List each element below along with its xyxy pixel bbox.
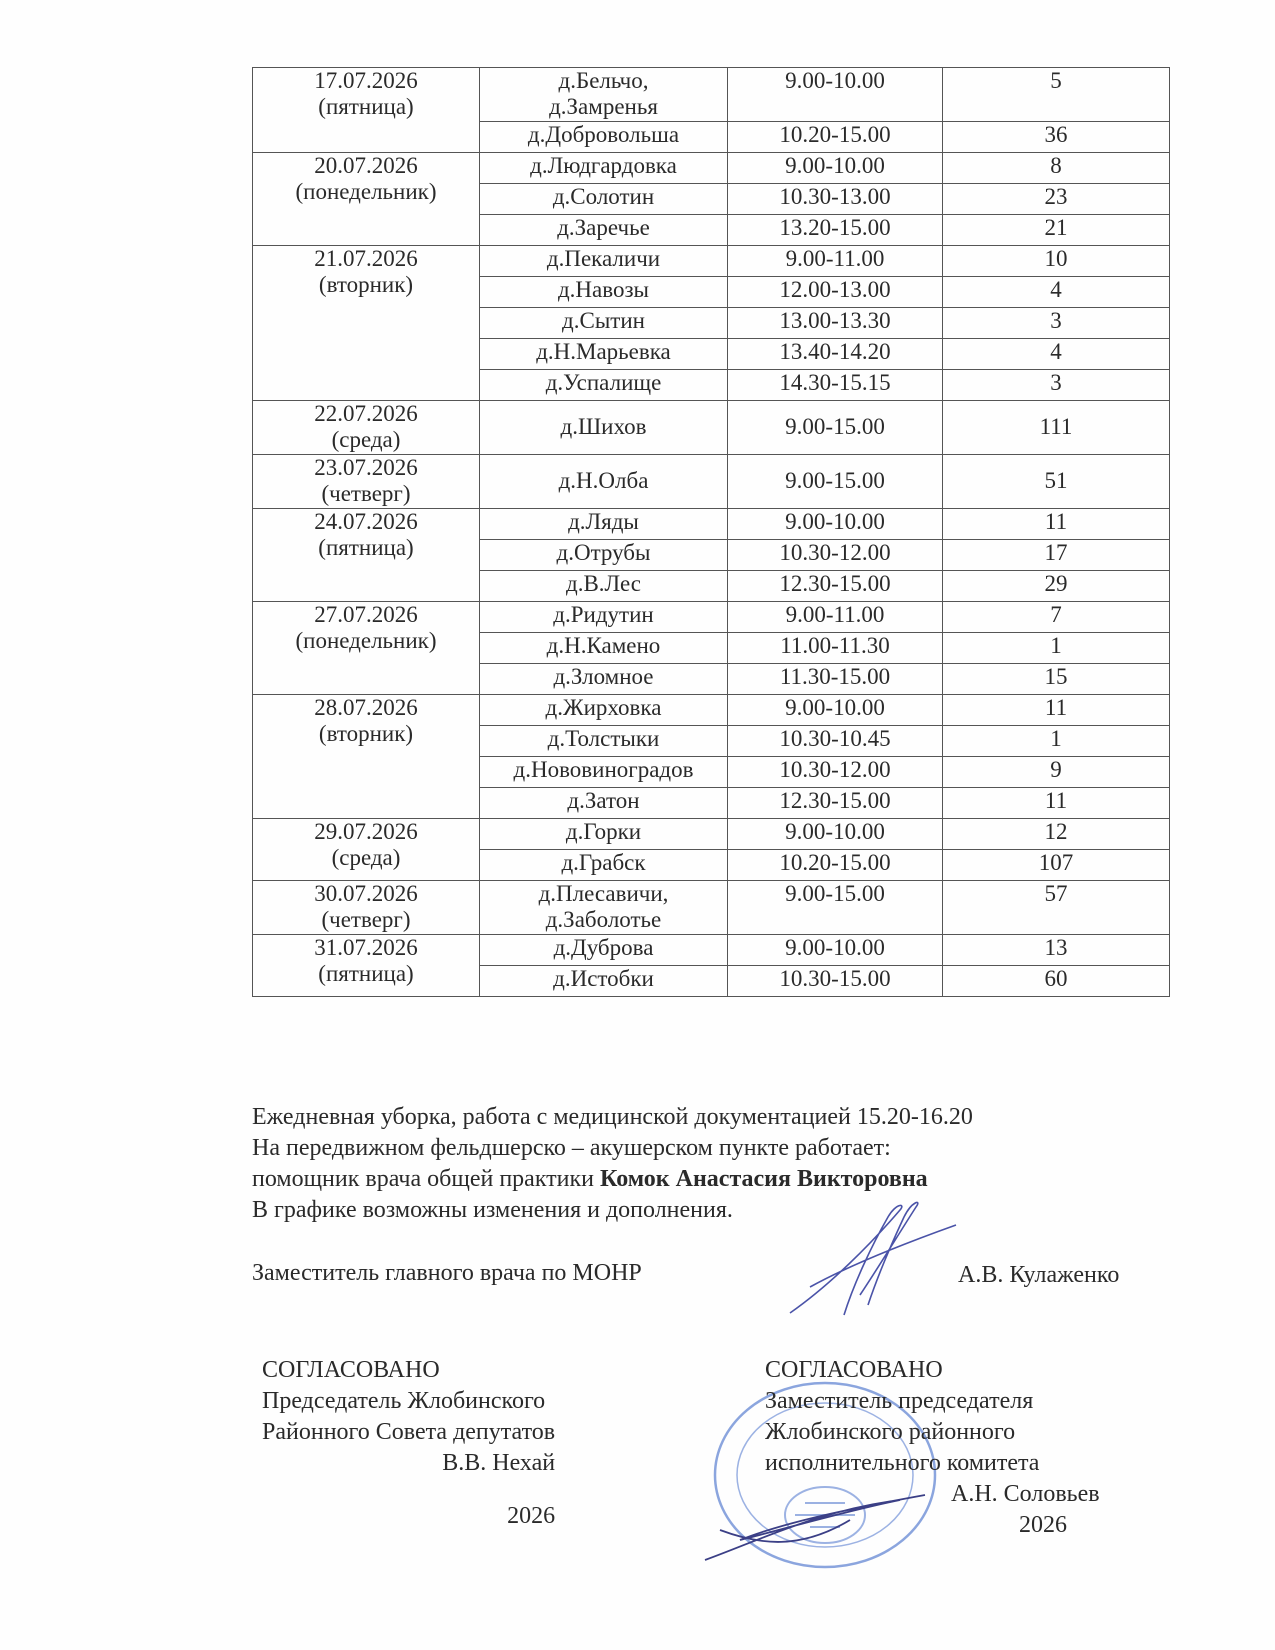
- village-cell: [480, 787, 728, 818]
- village: д.Грабск: [561, 849, 646, 875]
- count-cell: 7: [943, 601, 1170, 632]
- count-cell: 11: [943, 787, 1170, 818]
- approval-left-line2: Районного Совета депутатов: [262, 1419, 556, 1445]
- village-cell: [480, 570, 728, 601]
- time-cell: 9.00-11.00: [728, 601, 943, 632]
- approval-right-heading: СОГЛАСОВАНО: [765, 1357, 943, 1383]
- schedule-row: [253, 68, 1170, 122]
- count-cell: 107: [943, 849, 1170, 880]
- deputy-name: А.В. Кулаженко: [958, 1262, 1120, 1288]
- count-cell: 10: [943, 245, 1170, 276]
- time-cell: 10.30-12.00: [728, 539, 943, 570]
- village-cell: [480, 152, 728, 183]
- time-cell: 10.30-10.45: [728, 725, 943, 756]
- time-cell: 12.30-15.00: [728, 570, 943, 601]
- count-cell: 60: [943, 965, 1170, 996]
- count-cell: 3: [943, 369, 1170, 400]
- village-cell: [480, 849, 728, 880]
- deputy-title: Заместитель главного врача по МОНР: [252, 1260, 642, 1286]
- village: д.Нововиноградов: [513, 756, 694, 782]
- count-cell: 12: [943, 818, 1170, 849]
- count-cell: 3: [943, 307, 1170, 338]
- time-cell: 9.00-10.00: [728, 152, 943, 183]
- date: 30.07.2026: [314, 880, 418, 906]
- count-cell: 1: [943, 725, 1170, 756]
- count-cell: 111: [943, 400, 1170, 454]
- schedule-table: [252, 67, 1170, 997]
- weekday: (пятница): [318, 94, 414, 120]
- time-cell: 10.20-15.00: [728, 121, 943, 152]
- staff-line: [252, 1164, 973, 1195]
- staff-role: помощник врача общей практики: [252, 1166, 601, 1192]
- village-cell: [480, 214, 728, 245]
- approval-right-line3: исполнительного комитета: [765, 1450, 1040, 1476]
- time-cell: 10.20-15.00: [728, 849, 943, 880]
- time-cell: 9.00-10.00: [728, 934, 943, 965]
- count-cell: 29: [943, 570, 1170, 601]
- village-cell: [480, 369, 728, 400]
- weekday: (понедельник): [295, 628, 437, 654]
- approval-left: [262, 1355, 555, 1532]
- weekday: (пятница): [318, 535, 414, 561]
- signature: [780, 1195, 960, 1325]
- village-cell: [480, 818, 728, 849]
- village-cell: [480, 276, 728, 307]
- village-cell: [480, 338, 728, 369]
- village: д.Солотин: [552, 183, 655, 209]
- date: 21.07.2026: [314, 245, 418, 271]
- date-cell: [253, 880, 480, 934]
- village-cell: [480, 183, 728, 214]
- date: 29.07.2026: [314, 818, 418, 844]
- time-cell: 12.00-13.00: [728, 276, 943, 307]
- time-cell: 10.30-15.00: [728, 965, 943, 996]
- date-cell: [253, 694, 480, 818]
- time-cell: 9.00-15.00: [728, 400, 943, 454]
- count-cell: 57: [943, 880, 1170, 934]
- cleaning-note: Ежедневная уборка, работа с медицинской документацией 15.20-16.20: [252, 1104, 973, 1130]
- changes-note: В графике возможны изменения и дополнения.: [252, 1197, 733, 1223]
- date-cell: [253, 508, 480, 601]
- approval-right: [765, 1355, 1100, 1541]
- schedule-row: [253, 245, 1170, 276]
- village-cell: [480, 68, 728, 122]
- village-cell: [480, 307, 728, 338]
- time-cell: 14.30-15.15: [728, 369, 943, 400]
- date: 27.07.2026: [314, 601, 418, 627]
- count-cell: 21: [943, 214, 1170, 245]
- schedule-row: [253, 601, 1170, 632]
- count-cell: 9: [943, 756, 1170, 787]
- village-cell: [480, 539, 728, 570]
- date: 23.07.2026: [314, 454, 418, 480]
- schedule-row: [253, 880, 1170, 934]
- village: д.Жирховка: [545, 694, 662, 720]
- village: д.Бельчо,: [558, 68, 649, 93]
- village-cell: [480, 965, 728, 996]
- date: 17.07.2026: [314, 68, 418, 93]
- weekday: (среда): [331, 427, 401, 453]
- date-cell: [253, 934, 480, 996]
- count-cell: 8: [943, 152, 1170, 183]
- time-cell: 9.00-10.00: [728, 818, 943, 849]
- time-cell: 12.30-15.00: [728, 787, 943, 818]
- village: д.В.Лес: [566, 570, 641, 596]
- village: д.Затон: [567, 787, 640, 813]
- weekday: (понедельник): [295, 179, 437, 205]
- weekday: (вторник): [318, 272, 414, 298]
- village: д.Пекаличи: [546, 245, 661, 271]
- count-cell: 17: [943, 539, 1170, 570]
- count-cell: 11: [943, 508, 1170, 539]
- village: д.Добровольша: [527, 121, 680, 147]
- village: д.Навозы: [557, 276, 649, 302]
- date-cell: [253, 454, 480, 508]
- date-cell: [253, 68, 480, 153]
- approval-left-year: 2026: [507, 1503, 556, 1529]
- date: 28.07.2026: [314, 694, 418, 720]
- village: д.Отрубы: [556, 539, 651, 565]
- date: 31.07.2026: [314, 934, 418, 960]
- count-cell: 13: [943, 934, 1170, 965]
- village: д.Зломное: [553, 663, 654, 689]
- village: д.Н.Камено: [546, 632, 661, 658]
- village-cell: [480, 121, 728, 152]
- staff-intro: На передвижном фельдшерско – акушерском пункте работает:: [252, 1135, 891, 1161]
- village: д.Заболотье: [545, 907, 662, 933]
- village: д.Истобки: [553, 965, 654, 991]
- count-cell: 1: [943, 632, 1170, 663]
- approval-right-line2: Жлобинского районного: [765, 1419, 1016, 1445]
- village-cell: [480, 632, 728, 663]
- time-cell: 9.00-10.00: [728, 694, 943, 725]
- village-cell: [480, 725, 728, 756]
- village: д.Плесавичи,: [538, 880, 669, 906]
- village: д.Н.Марьевка: [536, 338, 671, 364]
- village-cell: [480, 756, 728, 787]
- time-cell: 10.30-13.00: [728, 183, 943, 214]
- count-cell: 23: [943, 183, 1170, 214]
- approval-left-name: В.В. Нехай: [442, 1450, 556, 1476]
- village-cell: [480, 663, 728, 694]
- date-cell: [253, 400, 480, 454]
- village: д.Н.Олба: [558, 467, 649, 493]
- date-cell: [253, 818, 480, 880]
- approval-left-heading: СОГЛАСОВАНО: [262, 1357, 440, 1383]
- weekday: (пятница): [318, 960, 414, 986]
- schedule-row: [253, 934, 1170, 965]
- time-cell: 13.20-15.00: [728, 214, 943, 245]
- village: д.Замренья: [549, 94, 658, 120]
- time-cell: 9.00-10.00: [728, 508, 943, 539]
- count-cell: 4: [943, 276, 1170, 307]
- schedule-row: [253, 400, 1170, 454]
- village: д.Толстыки: [547, 725, 660, 751]
- time-cell: 9.00-10.00: [728, 68, 943, 122]
- time-cell: 13.00-13.30: [728, 307, 943, 338]
- approval-left-line1: Председатель Жлобинского: [262, 1388, 546, 1414]
- date-cell: [253, 152, 480, 245]
- weekday: (четверг): [321, 481, 411, 507]
- village: д.Успалище: [545, 369, 662, 395]
- approval-right-year: 2026: [1019, 1512, 1067, 1538]
- village-cell: [480, 400, 728, 454]
- time-cell: 11.30-15.00: [728, 663, 943, 694]
- time-cell: 10.30-12.00: [728, 756, 943, 787]
- count-cell: 36: [943, 121, 1170, 152]
- village: д.Горки: [565, 818, 642, 844]
- schedule-row: [253, 818, 1170, 849]
- approval-right-line1: Заместитель председателя: [765, 1388, 1034, 1414]
- time-cell: 9.00-11.00: [728, 245, 943, 276]
- village: д.Людгардовка: [530, 152, 677, 178]
- count-cell: 11: [943, 694, 1170, 725]
- village: д.Шихов: [560, 414, 647, 440]
- village-cell: [480, 454, 728, 508]
- time-cell: 9.00-15.00: [728, 454, 943, 508]
- date-cell: [253, 601, 480, 694]
- date: 20.07.2026: [314, 152, 418, 178]
- schedule-row: [253, 508, 1170, 539]
- village: д.Сытин: [562, 307, 645, 333]
- village-cell: [480, 694, 728, 725]
- staff-name: Комок Анастасия Викторовна: [600, 1166, 928, 1192]
- count-cell: 51: [943, 454, 1170, 508]
- village: д.Ридутин: [553, 601, 654, 627]
- village-cell: [480, 601, 728, 632]
- village-cell: [480, 508, 728, 539]
- count-cell: 15: [943, 663, 1170, 694]
- village: д.Заречье: [557, 214, 650, 240]
- village: д.Ляды: [568, 508, 639, 534]
- count-cell: 5: [943, 68, 1170, 122]
- count-cell: 4: [943, 338, 1170, 369]
- date: 24.07.2026: [314, 508, 418, 534]
- approval-right-name: А.Н. Соловьев: [951, 1481, 1100, 1507]
- village: д.Дуброва: [553, 934, 654, 960]
- time-cell: 11.00-11.30: [728, 632, 943, 663]
- weekday: (вторник): [318, 721, 414, 747]
- village-cell: [480, 934, 728, 965]
- weekday: (среда): [331, 845, 401, 871]
- time-cell: 13.40-14.20: [728, 338, 943, 369]
- time-cell: 9.00-15.00: [728, 880, 943, 934]
- schedule-row: [253, 694, 1170, 725]
- village-cell: [480, 880, 728, 934]
- village-cell: [480, 245, 728, 276]
- weekday: (четверг): [321, 907, 411, 933]
- date: 22.07.2026: [314, 400, 418, 426]
- date-cell: [253, 245, 480, 400]
- schedule-row: [253, 152, 1170, 183]
- schedule-row: [253, 454, 1170, 508]
